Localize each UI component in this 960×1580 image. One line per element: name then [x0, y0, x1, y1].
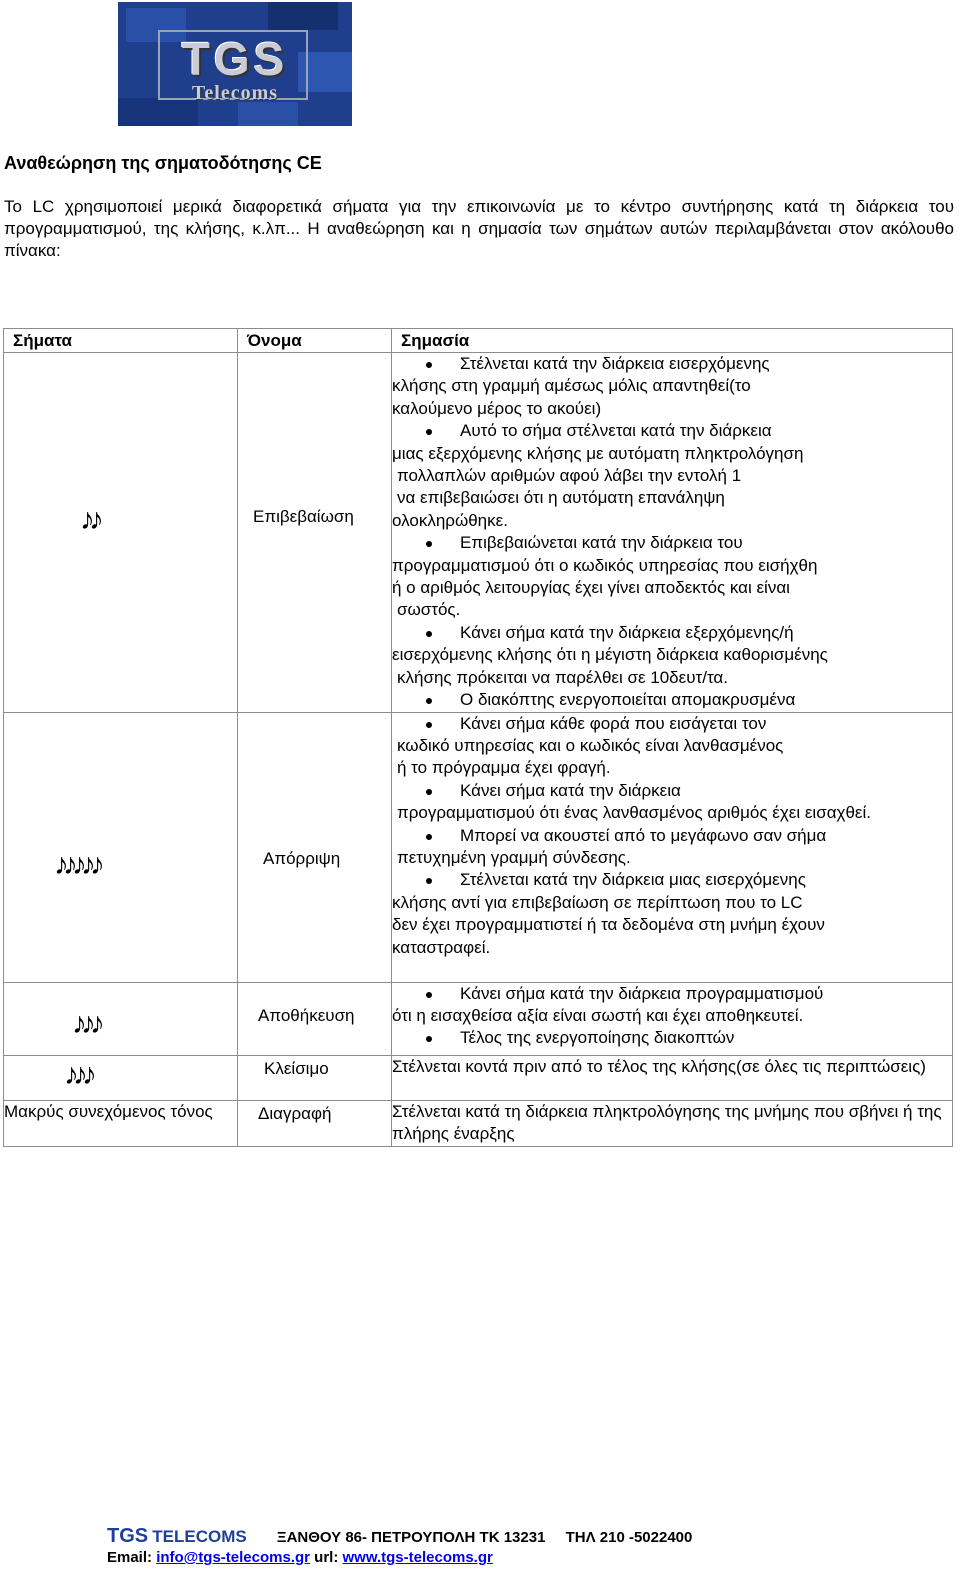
music-notes-icon: ♪♪♪: [72, 1006, 99, 1040]
footer-url-link[interactable]: www.tgs-telecoms.gr: [342, 1549, 493, 1566]
name-cell: [238, 1100, 392, 1146]
music-notes-icon: ♪♪♪♪♪: [54, 847, 99, 881]
footer-brand: TGS: [107, 1525, 149, 1547]
footer-phone: ΤΗΛ 210 -5022400: [565, 1529, 693, 1546]
meaning-line: κλήσης πρόκειται να παρέλθει σε 10δευτ/τα.: [397, 667, 728, 687]
logo-wordmark: TGS: [181, 33, 289, 85]
tgs-logo: [118, 2, 352, 126]
signal-name: Κλείσιμο: [264, 1058, 329, 1078]
signal-cell: [4, 1055, 238, 1100]
table-header-row: [4, 329, 953, 353]
table-row: [4, 1055, 953, 1100]
page-footer: [107, 1526, 692, 1568]
meaning-line: κλήσης στη γραμμή αμέσως μόλις απαντηθεί(το: [392, 376, 751, 396]
header-signals: Σήματα: [4, 329, 238, 353]
footer-url-label: url:: [314, 1549, 339, 1566]
table-row: [4, 1100, 953, 1146]
header-meaning: Σημασία: [392, 329, 953, 353]
name-cell: [238, 353, 392, 713]
table-row: [4, 353, 953, 713]
signal-cell: [4, 712, 238, 982]
meaning-line: μιας εξερχόμενης κλήσης με αυτόματη πληκτρολόγηση: [392, 443, 804, 463]
meaning-line: Επιβεβαιώνεται κατά την διάρκεια του: [392, 532, 952, 554]
meaning-line: Στέλνεται κατά την διάρκεια εισερχόμενης: [392, 353, 952, 375]
meaning-line: καλούμενο μέρος το ακούει): [392, 398, 602, 418]
meaning-line: Αυτό το σήμα στέλνεται κατά την διάρκεια: [392, 420, 952, 442]
meaning-line: πολλαπλών αριθμών αφού λάβει την εντολή 1: [397, 466, 742, 486]
footer-brand-suffix: TELECOMS: [152, 1527, 247, 1546]
meaning-line: σωστός.: [397, 600, 461, 620]
meaning-line: Κάνει σήμα κατά την διάρκεια εξερχόμενης/ή: [392, 622, 952, 644]
signal-name: Απόρριψη: [263, 848, 341, 868]
meaning-line: ότι η εισαχθείσα αξία είναι σωστή και έχει αποθηκευτεί.: [392, 1005, 804, 1025]
meaning-line: Κάνει σήμα κατά την διάρκεια: [392, 780, 952, 802]
meaning-line: Ο διακόπτης ενεργοποιείται απομακρυσμένα: [392, 689, 952, 711]
meaning-cell: [392, 982, 953, 1055]
meaning-line: Στέλνεται κατά την διάρκεια μιας εισερχόμενης: [392, 869, 952, 891]
signal-name: Διαγραφή: [258, 1103, 332, 1123]
meaning-line: Μπορεί να ακουστεί από το μεγάφωνο σαν σήμα: [392, 825, 952, 847]
signal-cell: [4, 353, 238, 713]
music-notes-icon: ♪♪♪: [64, 1057, 91, 1091]
meaning-line: Τέλος της ενεργοποίησης διακοπτών: [392, 1027, 952, 1049]
logo-subtitle: Telecoms: [191, 82, 279, 104]
footer-line-contact: [107, 1548, 692, 1568]
footer-email-label: Email:: [107, 1549, 153, 1566]
meaning-cell: [392, 712, 953, 982]
name-cell: [238, 982, 392, 1055]
meaning-line: κλήσης αντί για επιβεβαίωση σε περίπτωση που το LC: [392, 892, 803, 912]
meaning-line: δεν έχει προγραμματιστεί ή τα δεδομένα στη μνήμη έχουν: [392, 915, 825, 935]
meaning-line: ή το πρόγραμμα έχει φραγή.: [397, 758, 611, 778]
name-cell: [238, 712, 392, 982]
signal-cell: [4, 982, 238, 1055]
footer-address: ΞΑΝΘΟΥ 86- ΠΕΤΡΟΥΠΟΛΗ ΤΚ 13231: [276, 1529, 546, 1546]
footer-line-company: [107, 1526, 692, 1548]
meaning-line: ή ο αριθμός λειτουργίας έχει γίνει αποδεκτός και είναι: [392, 578, 790, 598]
document-title: Αναθεώρηση της σηματοδότησης CE: [4, 153, 322, 173]
signal-name: Αποθήκευση: [258, 1005, 355, 1025]
meaning-line: προγραμματισμού ότι ο κωδικός υπηρεσίας που εισήχθη: [392, 555, 818, 575]
intro-paragraph: Το LC χρησιμοποιεί μερικά διαφορετικά σήματα για την επικοινωνία με το κέντρο συντήρησης κατά τη διάρκεια του προγραμματισμού, της κλήσης, κ.λπ... Η αναθεώρηση και η σημασία των σημάτων αυτών περιλαμβάνεται στον ακόλουθο πίνακα:: [4, 197, 954, 260]
meaning-cell: [392, 353, 953, 713]
table-row: [4, 982, 953, 1055]
meaning-cell: Στέλνεται κοντά πριν από το τέλος της κλήσης(σε όλες τις περιπτώσεις): [392, 1055, 953, 1100]
table-row: [4, 712, 953, 982]
meaning-line: καταστραφεί.: [392, 937, 491, 957]
name-cell: [238, 1055, 392, 1100]
meaning-line: Κάνει σήμα κάθε φορά που εισάγεται τον: [392, 713, 952, 735]
meaning-cell: Στέλνεται κατά τη διάρκεια πληκτρολόγησης της μνήμης που σβήνει ή της πλήρης έναρξης: [392, 1100, 953, 1146]
meaning-line: εισερχόμενης κλήσης ότι η μέγιστη διάρκεια καθορισμένης: [392, 645, 828, 665]
footer-email-link[interactable]: info@tgs-telecoms.gr: [156, 1549, 310, 1566]
header-name: Όνομα: [238, 329, 392, 353]
meaning-line: πετυχημένη γραμμή σύνδεσης.: [397, 847, 631, 867]
meaning-line: κωδικό υπηρεσίας και ο κωδικός είναι λανθασμένος: [397, 735, 784, 755]
meaning-line: να επιβεβαιώσει ότι η αυτόματη επανάληψη: [397, 488, 725, 508]
meaning-line: Κάνει σήμα κατά την διάρκεια προγραμματισμού: [392, 983, 952, 1005]
meaning-line: ολοκληρώθηκε.: [392, 510, 508, 530]
meaning-line: προγραμματισμού ότι ένας λανθασμένος αριθμός έχει εισαχθεί.: [397, 803, 871, 823]
signals-table: [3, 328, 953, 1147]
music-notes-icon: ♪♪: [80, 503, 98, 536]
signal-cell: Μακρύς συνεχόμενος τόνος: [4, 1100, 238, 1146]
signal-name: Επιβεβαίωση: [253, 507, 354, 526]
